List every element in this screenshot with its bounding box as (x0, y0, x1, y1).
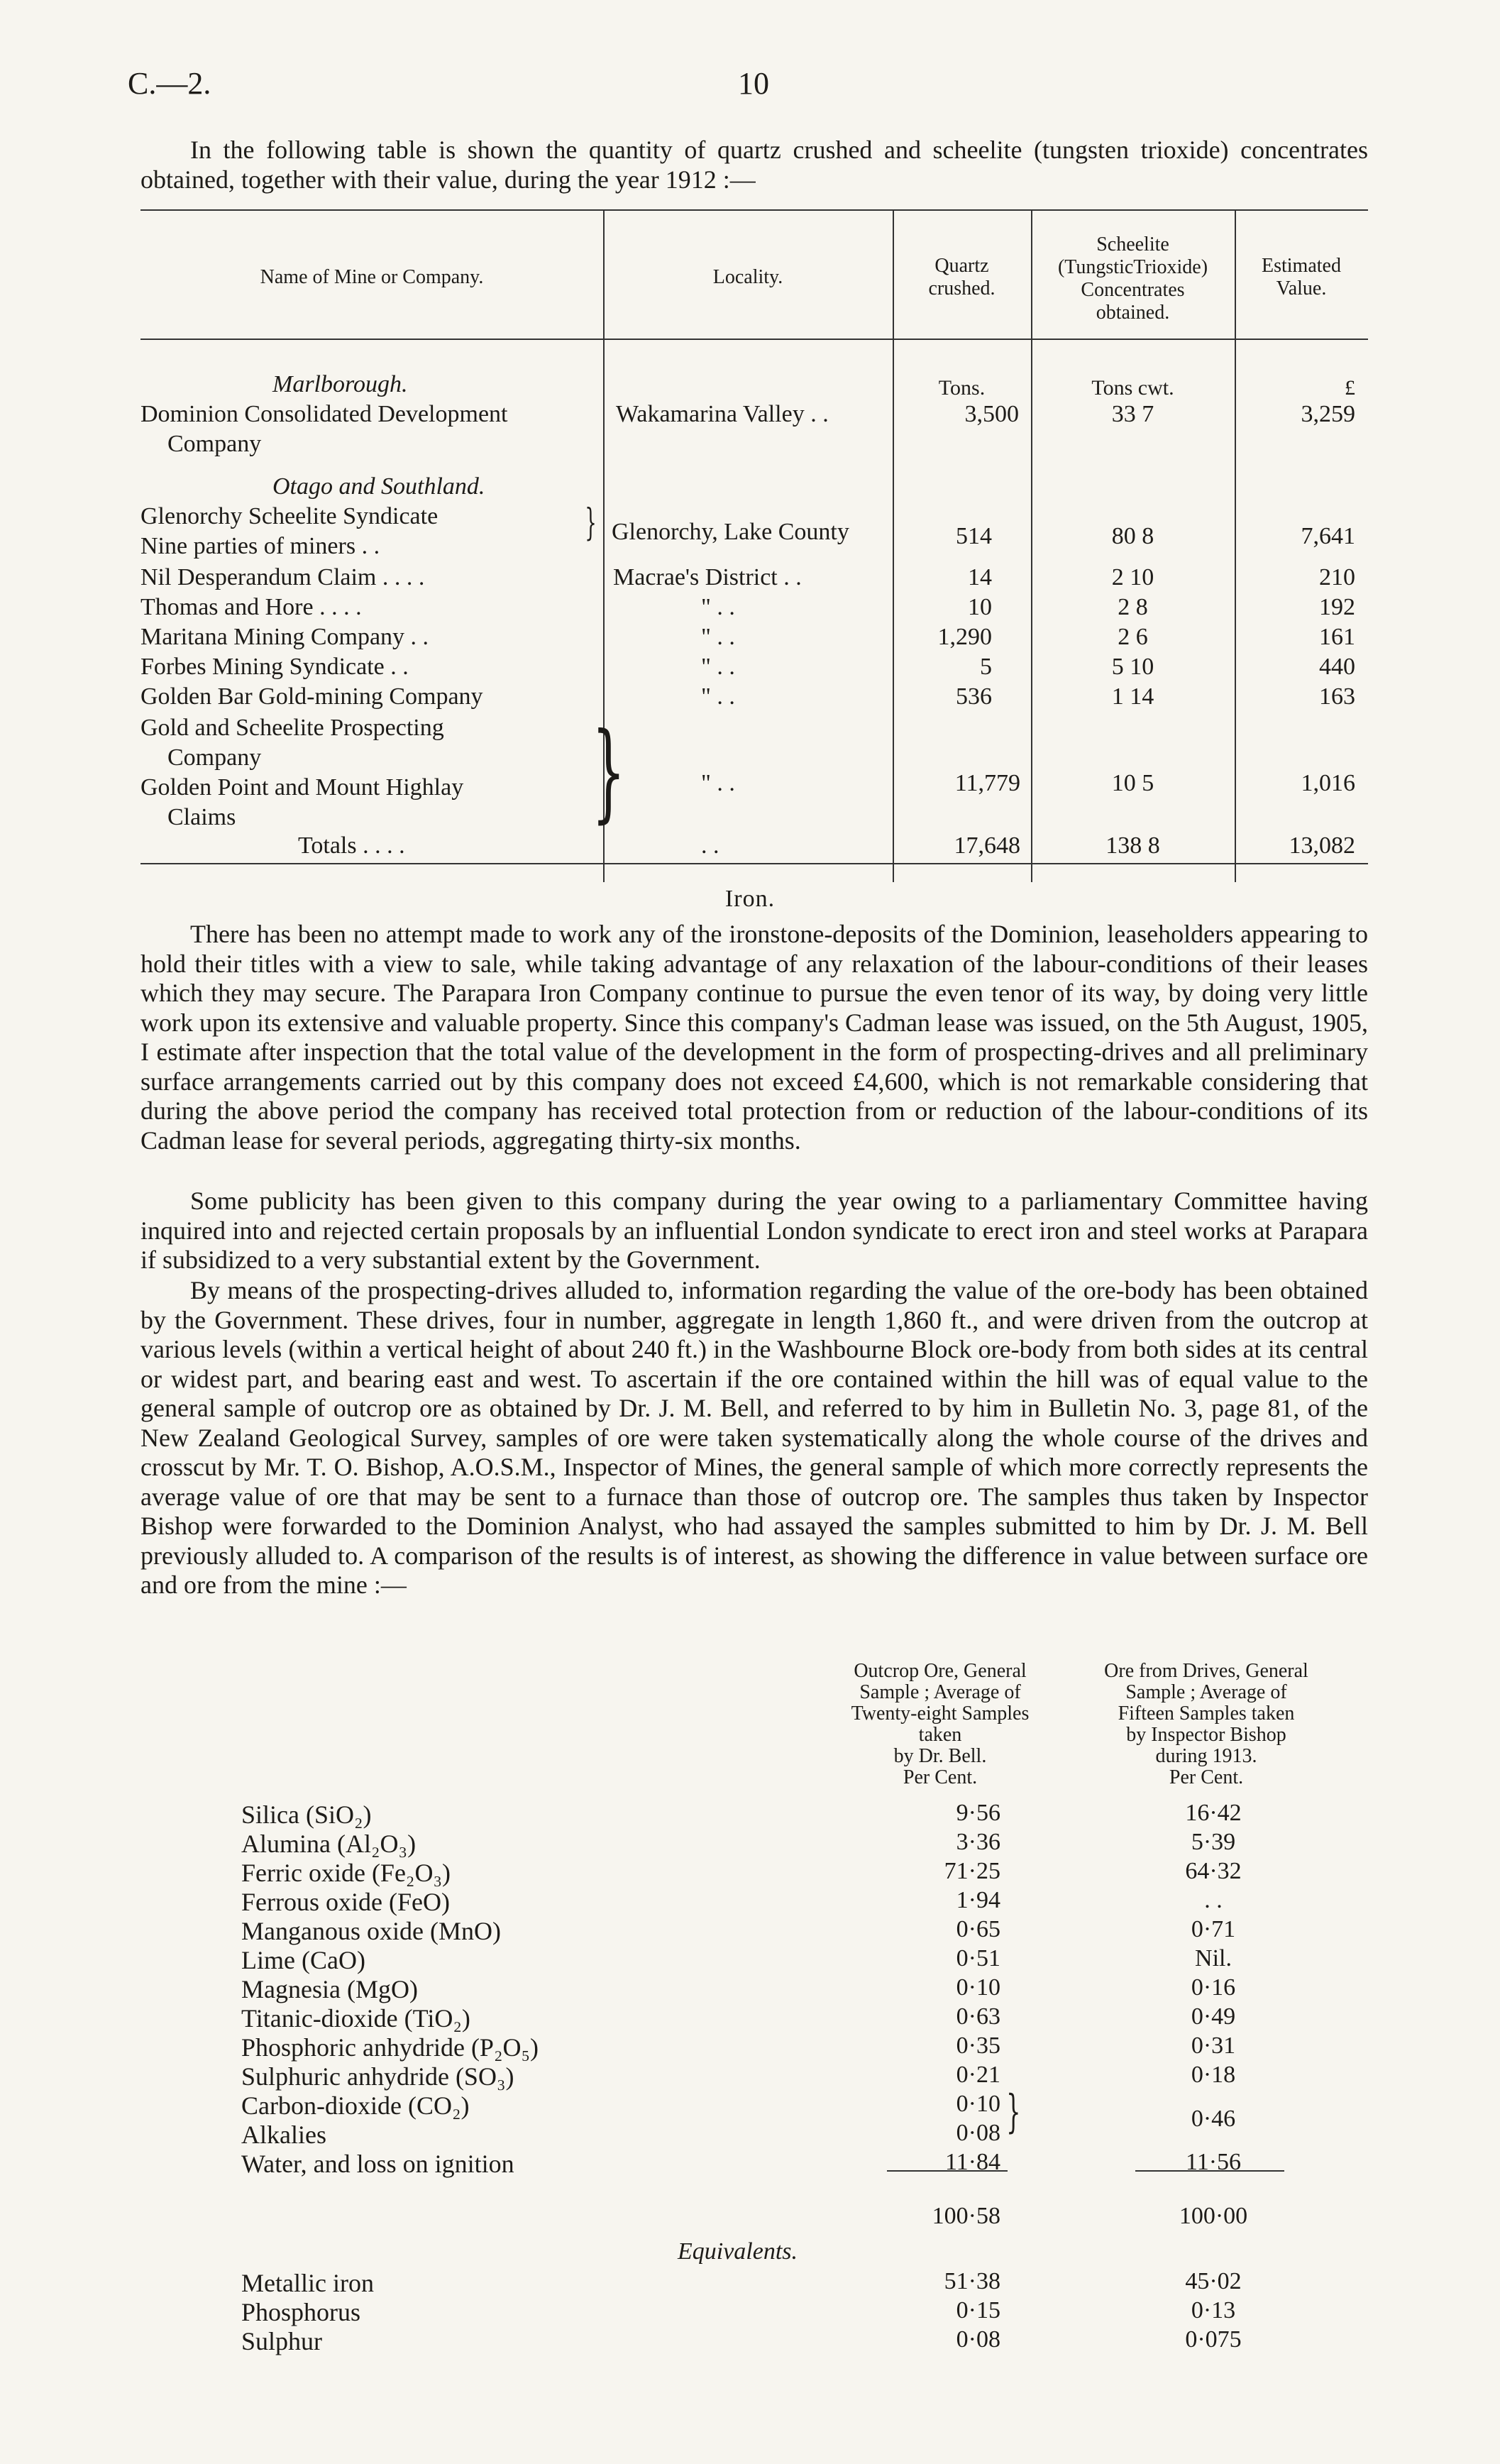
col2-header-l3: Fifteen Samples taken (1118, 1703, 1295, 1725)
row-quartz: 10 (968, 594, 992, 620)
col2-header-l2: Sample ; Average of (1125, 1681, 1287, 1703)
row-quartz: 1,290 (937, 624, 992, 650)
header-scheelite-l1: Scheelite (1096, 233, 1169, 255)
row-locality: Macrae's District . . (613, 564, 802, 590)
header-value (1235, 255, 1368, 300)
col1-header-l5: by Dr. Bell. (893, 1745, 987, 1767)
page-number: 10 (738, 66, 769, 101)
col2-header (1071, 1661, 1341, 1788)
analysis-row-label: Ferrous oxide (FeO) (241, 1888, 450, 1916)
iron-paragraph-1 (140, 920, 1368, 1155)
analysis-row-label: Sulphuric anhydride (SO₃) (241, 2062, 514, 2091)
analysis-row-drives: 0·18 (1191, 2062, 1236, 2088)
analysis-row-label: Magnesia (MgO) (241, 1975, 418, 2003)
totals-label: Totals . . . . (298, 832, 405, 859)
iron-p3-text: By means of the prospecting-drives alluded to, information regarding the value of the ore-body has been obtained by the Government. These drives, four in number, aggregate in length 1,860 ft., and were driven from the outcrop at various levels (within a vertical height of about 240 ft.) in the Washbourne Block ore-body from both sides at its central or widest part, and bearing east and west. To ascertain if the ore contained within the hill was of equal value to the general sample of outcrop ore as obtained by Dr. J. M. Bell, and referred to by him in Bulletin No. 3, page 81, of the New Zealand Geological Survey, samples of ore were taken systematically along the whole course of the drives and crosscut by Mr. T. O. Bishop, A.O.S.M., Inspector of Mines, the general sample of which more correctly represents the average value of ore that may be sent to a furnace than those of outcrop ore. The samples thus taken by Inspector Bishop were forwarded to the Dominion Analyst, who had assayed the samples submitted to him by Dr. J. M. Bell previously alluded to. A comparison of the results is of interest, as showing the difference in value between surface ore and ore from the mine :— (140, 1276, 1368, 1599)
iron-paragraph-2 (140, 1187, 1368, 1275)
analysis-row-drives: 0·31 (1191, 2033, 1236, 2059)
analysis-row-drives: 11·56 (1185, 2149, 1242, 2175)
row-value: 3,259 (1301, 401, 1355, 427)
equivalent-outcrop: 0·08 (956, 2326, 1000, 2353)
row-value: 210 (1319, 564, 1355, 590)
analysis-row-outcrop: 0·65 (956, 1916, 1000, 1942)
header-value-l2: Value. (1276, 277, 1327, 299)
header-scheelite-l4: obtained. (1096, 302, 1170, 324)
analysis-row-outcrop: 0·10 (956, 1974, 1000, 2001)
row-value: 440 (1319, 654, 1355, 680)
totals-locality: . . (701, 832, 719, 859)
col1-header-l4: taken (918, 1724, 962, 1746)
col2-header-l1: Ore from Drives, General (1104, 1660, 1308, 1682)
col1-unit: Per Cent. (903, 1766, 978, 1788)
unit-value: £ (1345, 376, 1355, 400)
total-rule (887, 2170, 1008, 2172)
row-value: 1,016 (1301, 770, 1355, 796)
row-scheelite: 10 5 (1111, 770, 1154, 796)
row-name: Glenorchy Scheelite Syndicate (140, 503, 439, 529)
equivalents-heading: Equivalents. (678, 2238, 798, 2265)
analysis-row-outcrop: 0·35 (956, 2033, 1000, 2059)
analysis-row-drives: 16·42 (1185, 1800, 1242, 1826)
analysis-row-drives: 0·49 (1191, 2003, 1236, 2030)
analysis-row-outcrop: 0·51 (956, 1945, 1000, 1971)
brace-icon: } (1006, 2086, 1021, 2138)
row-locality: " . . (701, 624, 735, 650)
iron-heading: Iron. (724, 886, 776, 912)
equivalent-outcrop: 0·15 (956, 2297, 1000, 2323)
equivalent-drives: 45·02 (1185, 2268, 1242, 2294)
iron-paragraph-3 (140, 1276, 1368, 1600)
row-name: Golden Bar Gold-mining Company (140, 683, 483, 710)
row-name: Gold and Scheelite Prospecting (140, 715, 444, 741)
analysis-row-outcrop: 11·84 (944, 2149, 1000, 2175)
row-name: Nine parties of miners . . (140, 533, 380, 559)
analysis-row-outcrop: 0·08 (956, 2120, 1000, 2146)
row-quartz: 536 (956, 683, 992, 710)
header-quartz-l2: crushed. (928, 277, 996, 299)
row-name: Dominion Consolidated Development (140, 401, 508, 427)
row-locality: " . . (701, 770, 735, 796)
analysis-row-outcrop: 0·21 (956, 2062, 1000, 2088)
unit-quartz: Tons. (938, 376, 986, 400)
equivalent-label: Metallic iron (241, 2269, 374, 2297)
analysis-row-drives: 64·32 (1185, 1858, 1242, 1884)
header-value-l1: Estimated (1262, 255, 1341, 277)
totals-scheelite: 138 8 (1105, 832, 1160, 859)
col1-header (823, 1661, 1057, 1788)
unit-scheelite: Tons cwt. (1091, 376, 1174, 400)
region-marlborough: Marlborough. (272, 371, 408, 397)
equivalent-label: Sulphur (241, 2327, 323, 2355)
analysis-row-label: Phosphoric anhydride (P₂O₅) (241, 2033, 539, 2062)
row-locality: " . . (701, 594, 735, 620)
analysis-row-drives: . . (1204, 1887, 1223, 1913)
row-quartz: 3,500 (964, 401, 1019, 427)
row-locality: Glenorchy, Lake County (612, 519, 849, 545)
analysis-row-label: Manganous oxide (MnO) (241, 1917, 501, 1945)
analysis-row-label: Alkalies (241, 2121, 326, 2149)
intro-paragraph (140, 135, 1368, 194)
row-locality: Wakamarina Valley . . (616, 401, 829, 427)
col1-header-l2: Sample ; Average of (859, 1681, 1021, 1703)
analysis-row-drives: 0·71 (1191, 1916, 1236, 1942)
analysis-row-outcrop: 0·10 (956, 2091, 1000, 2117)
row-name: Company (167, 744, 262, 771)
region-otago: Otago and Southland. (272, 473, 485, 500)
row-value: 7,641 (1301, 523, 1355, 549)
row-locality: " . . (701, 654, 735, 680)
row-name: Maritana Mining Company . . (140, 624, 429, 650)
header-name: Name of Mine or Company. (260, 266, 484, 288)
analysis-row-drives: Nil. (1195, 1945, 1232, 1971)
row-name: Thomas and Hore . . . . (140, 594, 362, 620)
analysis-row-drives: 5·39 (1191, 1829, 1236, 1855)
row-value: 161 (1319, 624, 1355, 650)
col2-header-l5: during 1913. (1155, 1745, 1257, 1767)
intro-text: In the following table is shown the quantity of quartz crushed and scheelite (tungsten trioxide) concentrates obtained, together with their value, during the year 1912 :— (140, 136, 1368, 194)
analysis-row-label: Titanic-dioxide (TiO₂) (241, 2004, 470, 2033)
brace-icon: } (591, 710, 626, 834)
row-quartz: 14 (968, 564, 992, 590)
analysis-row-outcrop: 0·63 (956, 2003, 1000, 2030)
analysis-row-outcrop: 3·36 (956, 1829, 1000, 1855)
table-top-rule (140, 209, 1368, 211)
analysis-row-outcrop: 1·94 (956, 1887, 1000, 1913)
totals-quartz: 17,648 (954, 832, 1020, 859)
row-name: Company (167, 431, 262, 457)
iron-p2-text: Some publicity has been given to this company during the year owing to a parliamentary Committee having inquired into and rejected certain proposals by an influential London syndicate to erect iron and steel works at Parapara if subsidized to a very substantial extent by the Government. (140, 1187, 1368, 1274)
row-quartz: 5 (980, 654, 992, 680)
analysis-row-label: Silica (SiO₂) (241, 1800, 372, 1829)
analysis-row-label: Lime (CaO) (241, 1946, 365, 1974)
row-value: 192 (1319, 594, 1355, 620)
col1-header-l1: Outcrop Ore, General (854, 1660, 1027, 1682)
col2-header-l4: by Inspector Bishop (1126, 1724, 1286, 1746)
totals-value: 13,082 (1289, 832, 1355, 859)
analysis-row-outcrop: 71·25 (944, 1858, 1000, 1884)
header-scheelite-l2: (TungsticTrioxide) (1057, 256, 1208, 278)
analysis-row-label: Carbon-dioxide (CO₂) (241, 2091, 470, 2120)
iron-p1-text: There has been no attempt made to work any of the ironstone-deposits of the Dominion, leaseholders appearing to hold their titles with a view to sale, while taking advantage of any relaxation of the labour-conditions of their leases which they may secure. The Parapara Iron Company continue to pursue the even tenor of its way, by doing very little work upon its extensive and valuable property. Since this company's Cadman lease was issued, on the 5th August, 1905, I estimate after inspection that the total value of the development in the form of prospecting-drives and all preliminary surface arrangements carried out by this company does not exceed £4,600, which is not remarkable considering that during the above period the company has received total protection from or reduction of the labour-conditions of its Cadman lease for several periods, aggregating thirty-six months. (140, 920, 1368, 1155)
row-value: 163 (1319, 683, 1355, 710)
header-quartz (893, 255, 1031, 300)
analysis-row-drives: 0·16 (1191, 1974, 1236, 2001)
analysis-row-label: Ferric oxide (Fe₂O₃) (241, 1859, 451, 1887)
row-name: Claims (167, 804, 236, 830)
row-quartz: 11,779 (954, 770, 1020, 796)
equivalent-outcrop: 51·38 (944, 2268, 1000, 2294)
header-scheelite (1031, 233, 1235, 324)
analysis-row-drives: 0·46 (1191, 2106, 1236, 2132)
row-scheelite: 1 14 (1111, 683, 1154, 710)
analysis-row-label: Water, and loss on ignition (241, 2150, 514, 2178)
equivalent-drives: 0·13 (1191, 2297, 1236, 2323)
equivalent-label: Phosphorus (241, 2298, 361, 2326)
header-locality: Locality. (712, 266, 783, 288)
header-scheelite-l3: Concentrates (1081, 279, 1185, 301)
row-name: Forbes Mining Syndicate . . (140, 654, 409, 680)
row-quartz: 514 (956, 523, 992, 549)
row-scheelite: 5 10 (1111, 654, 1154, 680)
row-name: Nil Desperandum Claim . . . . (140, 564, 425, 590)
col2-unit: Per Cent. (1169, 1766, 1244, 1788)
total-a: 100·58 (932, 2203, 1000, 2229)
analysis-row-label: Alumina (Al₂O₃) (241, 1830, 417, 1858)
header-quartz-l1: Quartz (934, 255, 989, 277)
row-scheelite: 2 6 (1118, 624, 1148, 650)
total-rule (1135, 2170, 1284, 2172)
document-code: C.—2. (128, 66, 211, 101)
row-locality: " . . (701, 683, 735, 710)
row-scheelite: 80 8 (1111, 523, 1154, 549)
row-scheelite: 2 10 (1111, 564, 1154, 590)
row-scheelite: 33 7 (1111, 401, 1154, 427)
col1-header-l3: Twenty-eight Samples (851, 1703, 1030, 1725)
row-scheelite: 2 8 (1118, 594, 1148, 620)
total-b: 100·00 (1179, 2203, 1248, 2229)
equivalent-drives: 0·075 (1185, 2326, 1242, 2353)
row-name: Golden Point and Mount Highlay (140, 774, 464, 801)
brace-icon: } (585, 502, 597, 544)
table-header-rule (140, 339, 1368, 340)
table-totals-rule (140, 863, 1368, 864)
analysis-row-outcrop: 9·56 (956, 1800, 1000, 1826)
